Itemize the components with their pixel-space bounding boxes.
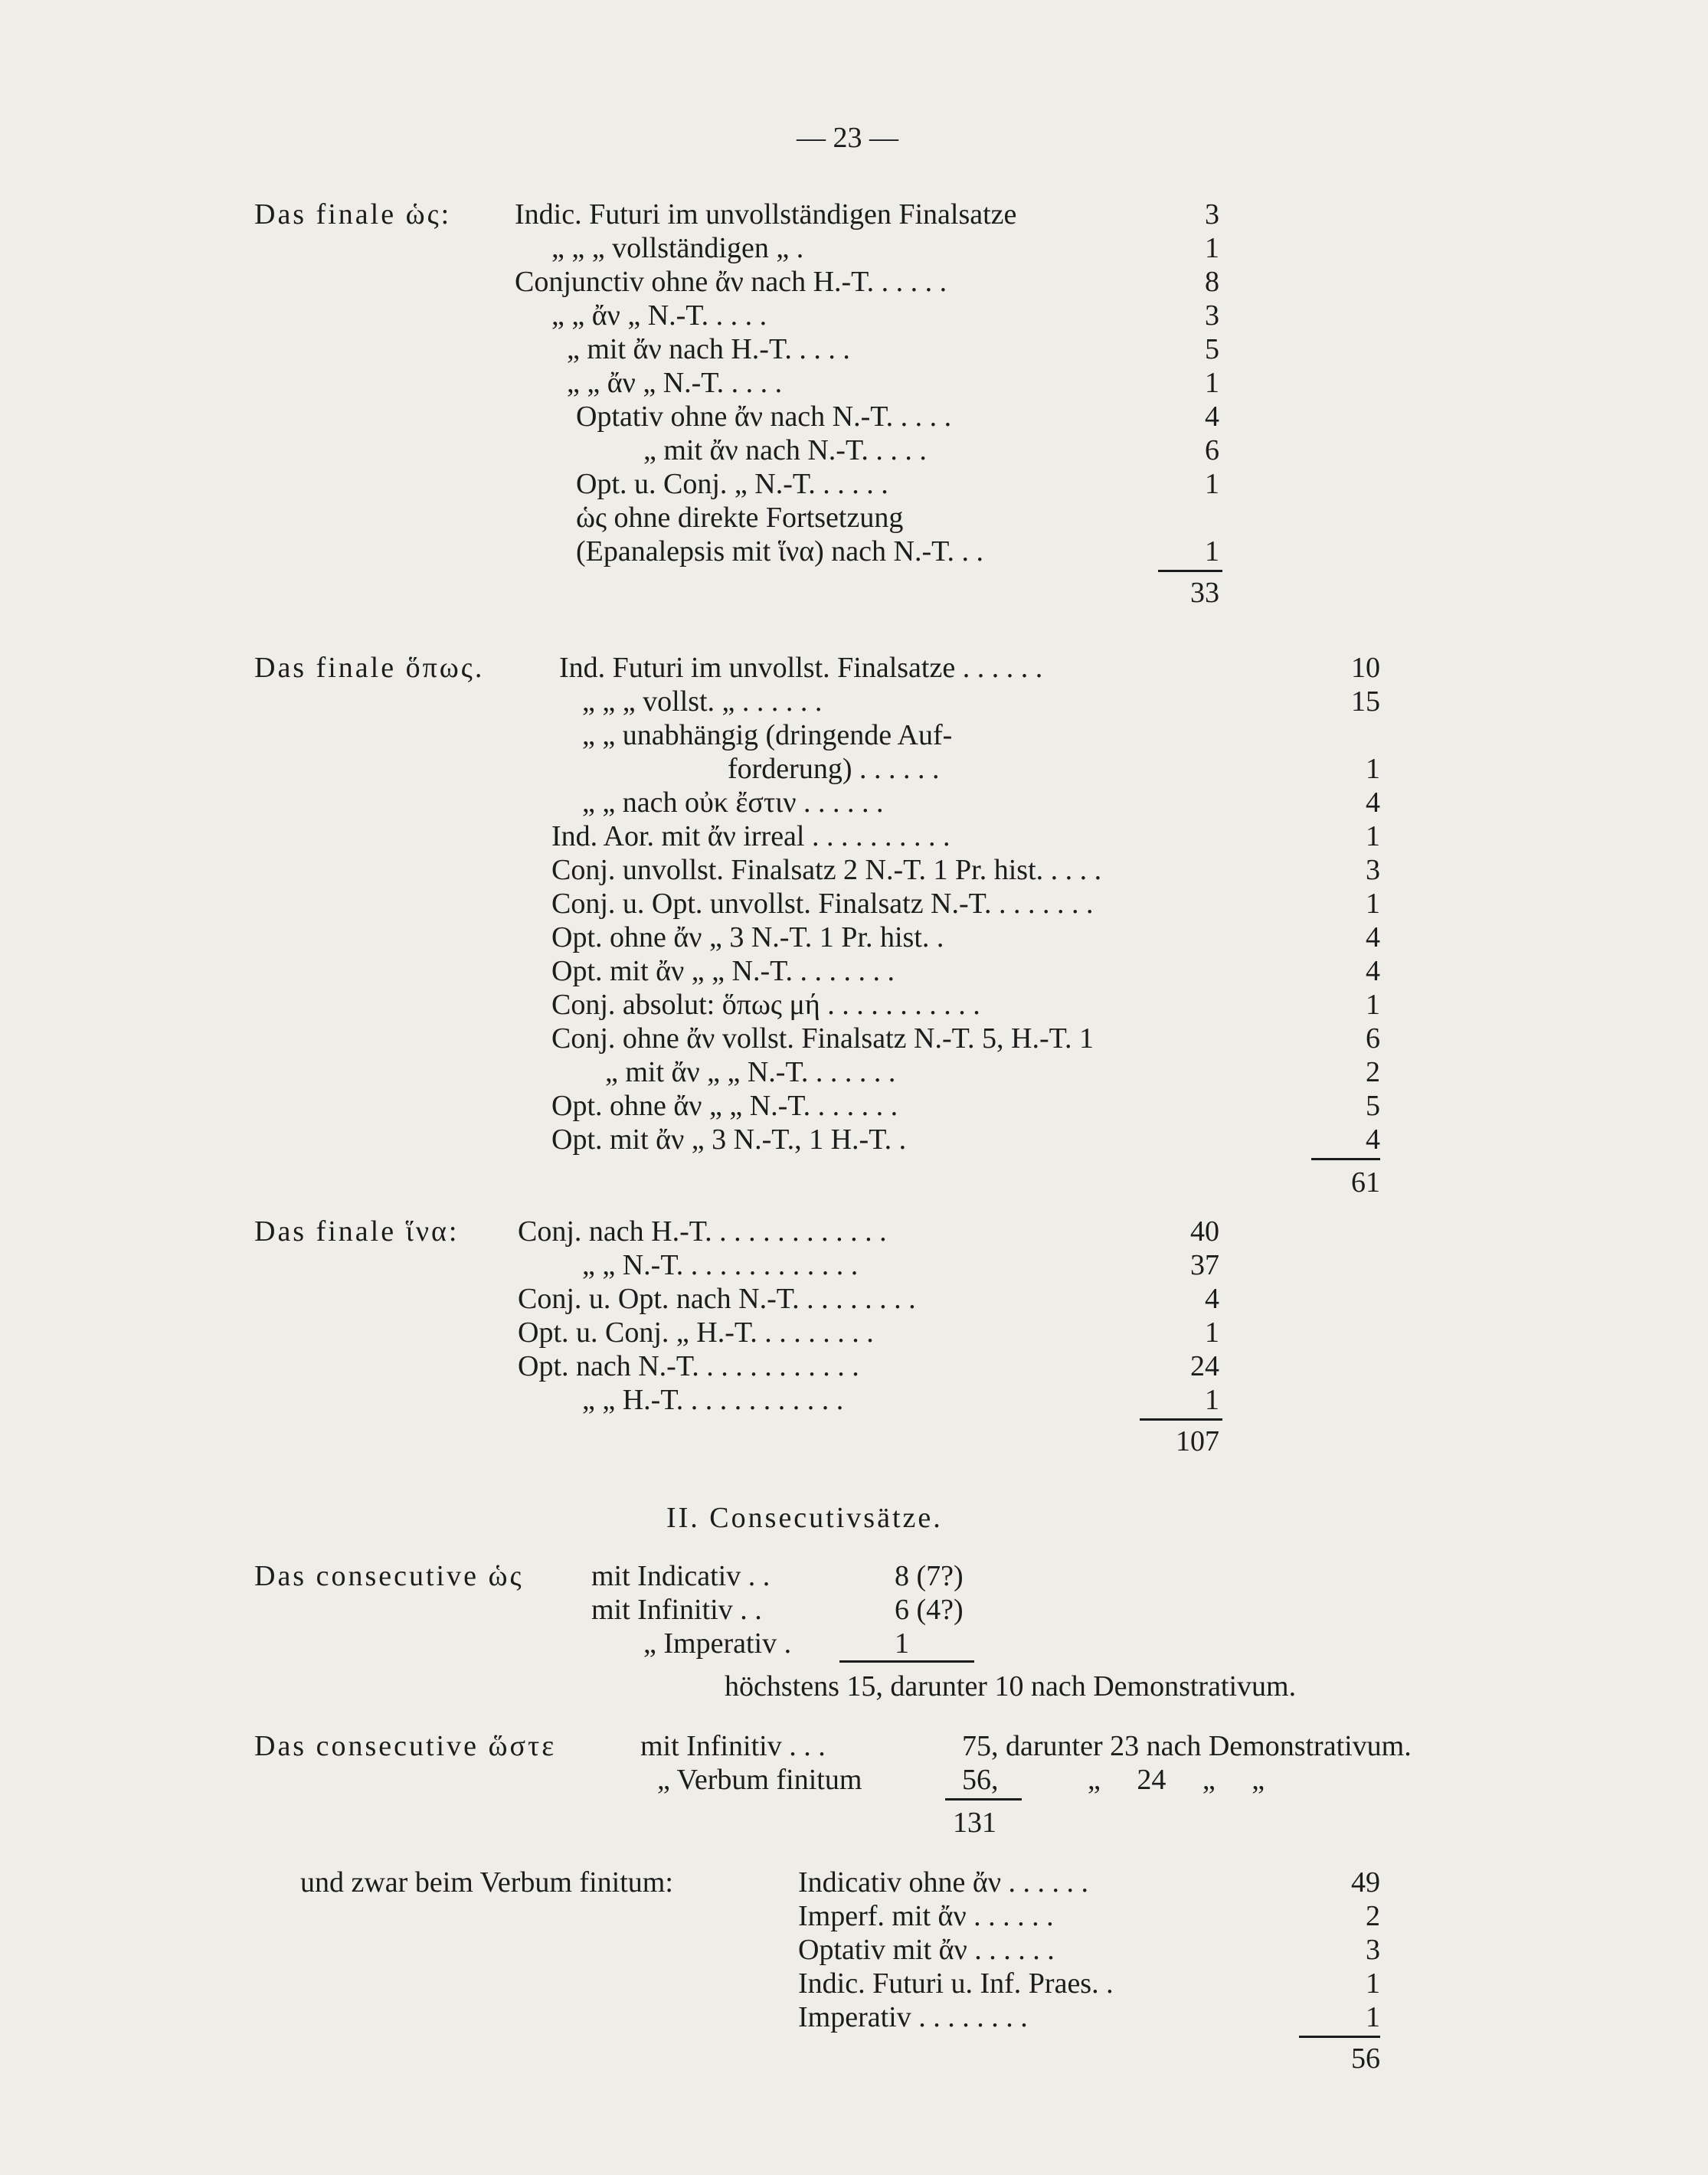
finitum-count: 49 [1351, 1866, 1380, 1899]
final-hos-count: 1 [1205, 367, 1219, 399]
final-hopos-line: forderung) . . . . . . [728, 753, 940, 785]
consecutive-hos-line: mit Infinitiv . . [591, 1594, 762, 1626]
sum-rule [839, 1660, 974, 1663]
final-hopos-count: 15 [1351, 685, 1380, 718]
consecutive-hoste-total: 131 [953, 1807, 996, 1839]
finitum-line: Imperativ . . . . . . . . [798, 2001, 1028, 2033]
final-hina-line: Conj. nach H.-T. . . . . . . . . . . . . [518, 1215, 887, 1248]
consecutive-hos-summary: höchstens 15, darunter 10 nach Demonstrativum. [725, 1670, 1297, 1702]
finitum-count: 3 [1366, 1934, 1380, 1966]
final-hina-line: Conj. u. Opt. nach N.-T. . . . . . . . . [518, 1283, 916, 1315]
finitum-count: 2 [1366, 1900, 1380, 1932]
final-hos-count: 3 [1205, 198, 1219, 231]
final-hopos-count: 4 [1366, 921, 1380, 953]
consecutive-hos-count: 6 (4?) [895, 1594, 964, 1626]
final-hos-line: Optativ ohne ἄν nach N.-T. . . . . [576, 401, 952, 433]
finitum-count: 1 [1366, 2001, 1380, 2033]
final-hina-heading: Das finale ἵνα: [254, 1215, 460, 1248]
final-hopos-count: 1 [1366, 820, 1380, 852]
final-hopos-line: Ind. Futuri im unvollst. Finalsatze . . . . . . [559, 652, 1043, 684]
final-hos-line: Opt. u. Conj. „ N.-T. . . . . . [576, 468, 888, 500]
consecutive-hos-line: „ Imperativ . [643, 1627, 792, 1660]
page-number: — 23 — [797, 122, 898, 154]
final-hopos-count: 10 [1351, 652, 1380, 684]
final-hos-count: 4 [1205, 401, 1219, 433]
consecutive-hos-heading: Das consecutive ὡς [254, 1560, 524, 1592]
consecutive-hoste-label: mit Infinitiv . . . [640, 1730, 826, 1762]
final-hopos-count: 1 [1366, 753, 1380, 785]
consecutive-hos-line: mit Indicativ . . [591, 1560, 771, 1592]
final-hina-line: „ „ H.-T. . . . . . . . . . . . [582, 1384, 844, 1416]
final-hopos-count: 4 [1366, 955, 1380, 987]
sum-rule [1299, 2036, 1380, 2038]
final-hopos-line: Opt. mit ἄν „ 3 N.-T., 1 H.-T. . [551, 1123, 907, 1156]
final-hos-total: 33 [1190, 577, 1219, 609]
consecutive-heading: II. Consecutivsätze. [666, 1502, 943, 1534]
sum-rule [1158, 570, 1222, 572]
finitum-line: Indic. Futuri u. Inf. Praes. . [798, 1967, 1114, 2000]
final-hos-count: 1 [1205, 232, 1219, 264]
final-hina-line: Opt. u. Conj. „ H.-T. . . . . . . . . [518, 1316, 874, 1349]
final-hos-line: „ mit ἄν nach N.-T. . . . . [643, 434, 927, 466]
final-hopos-line: „ „ nach οὐκ ἔστιν . . . . . . [582, 787, 884, 819]
final-hos-count: 5 [1205, 333, 1219, 365]
final-hina-total: 107 [1176, 1425, 1219, 1457]
finitum-line: Indicativ ohne ἄν . . . . . . [798, 1866, 1089, 1899]
final-hopos-line: Opt. ohne ἄν „ 3 N.-T. 1 Pr. hist. . [551, 921, 944, 953]
final-hopos-heading: Das finale ὅπως. [254, 652, 485, 684]
final-hina-line: Opt. nach N.-T. . . . . . . . . . . . [518, 1350, 859, 1382]
finitum-total: 56 [1351, 2043, 1380, 2075]
finitum-line: Imperf. mit ἄν . . . . . . [798, 1900, 1054, 1932]
final-hos-line: Conjunctiv ohne ἄν nach H.-T. . . . . . [515, 266, 947, 298]
final-hos-line: Indic. Futuri im unvollständigen Finalsatze [515, 198, 1017, 231]
final-hopos-total: 61 [1351, 1166, 1380, 1199]
final-hopos-count: 1 [1366, 989, 1380, 1021]
consecutive-hos-count: 8 (7?) [895, 1560, 964, 1592]
final-hos-heading: Das finale ὡς: [254, 198, 452, 231]
final-hopos-line: Ind. Aor. mit ἄν irreal . . . . . . . . . . [551, 820, 951, 852]
final-hos-line: „ „ ἄν „ N.-T. . . . . [551, 299, 767, 332]
final-hopos-line: Opt. mit ἄν „ „ N.-T. . . . . . . . [551, 955, 895, 987]
final-hos-line: „ „ ἄν „ N.-T. . . . . [567, 367, 783, 399]
final-hos-count: 1 [1205, 535, 1219, 567]
sum-rule [1311, 1158, 1380, 1160]
final-hina-count: 1 [1205, 1316, 1219, 1349]
final-hopos-count: 2 [1366, 1056, 1380, 1088]
consecutive-hoste-value: 56, [962, 1764, 999, 1796]
final-hopos-count: 4 [1366, 1123, 1380, 1156]
sum-rule [945, 1798, 1022, 1801]
final-hopos-line: Conj. unvollst. Finalsatz 2 N.-T. 1 Pr. hist. . . . . [551, 854, 1102, 886]
final-hopos-line: „ „ unabhängig (dringende Auf- [582, 719, 953, 751]
final-hopos-count: 1 [1366, 888, 1380, 920]
finitum-heading: und zwar beim Verbum finitum: [300, 1866, 673, 1899]
final-hopos-count: 6 [1366, 1022, 1380, 1055]
final-hina-count: 37 [1190, 1249, 1219, 1281]
final-hopos-count: 5 [1366, 1090, 1380, 1122]
final-hos-count: 6 [1205, 434, 1219, 466]
consecutive-hos-count: 1 [895, 1627, 909, 1660]
final-hos-count: 3 [1205, 299, 1219, 332]
final-hos-count: 1 [1205, 468, 1219, 500]
final-hos-line: „ „ „ vollständigen „ . [551, 232, 804, 264]
final-hos-line: „ mit ἄν nach H.-T. . . . . [567, 333, 850, 365]
consecutive-hoste-label: „ Verbum finitum [657, 1764, 862, 1796]
final-hopos-line: Conj. ohne ἄν vollst. Finalsatz N.-T. 5, H.-T. 1 [551, 1022, 1094, 1055]
final-hopos-line: Conj. absolut: ὅπως μή . . . . . . . . . . . [551, 989, 980, 1021]
finitum-line: Optativ mit ἄν . . . . . . [798, 1934, 1055, 1966]
finitum-count: 1 [1366, 1967, 1380, 2000]
final-hina-count: 1 [1205, 1384, 1219, 1416]
sum-rule [1140, 1418, 1222, 1421]
final-hina-count: 4 [1205, 1283, 1219, 1315]
consecutive-hoste-rest: „ 24 „ „ [1088, 1764, 1265, 1796]
consecutive-hoste-heading: Das consecutive ὥστε [254, 1730, 557, 1762]
final-hopos-count: 3 [1366, 854, 1380, 886]
final-hopos-line: „ mit ἄν „ „ N.-T. . . . . . . [605, 1056, 896, 1088]
final-hina-line: „ „ N.-T. . . . . . . . . . . . . [582, 1249, 859, 1281]
final-hopos-line: Conj. u. Opt. unvollst. Finalsatz N.-T. . . . . . . . [551, 888, 1094, 920]
final-hina-count: 24 [1190, 1350, 1219, 1382]
consecutive-hoste-value: 75, darunter 23 nach Demonstrativum. [962, 1730, 1412, 1762]
final-hos-line: (Epanalepsis mit ἵνα) nach N.-T. . . [576, 535, 984, 567]
final-hopos-line: „ „ „ vollst. „ . . . . . . [582, 685, 823, 718]
final-hopos-count: 4 [1366, 787, 1380, 819]
final-hos-line: ὡς ohne direkte Fortsetzung [576, 502, 904, 534]
final-hopos-line: Opt. ohne ἄν „ „ N.-T. . . . . . . [551, 1090, 898, 1122]
final-hina-count: 40 [1190, 1215, 1219, 1248]
final-hos-count: 8 [1205, 266, 1219, 298]
